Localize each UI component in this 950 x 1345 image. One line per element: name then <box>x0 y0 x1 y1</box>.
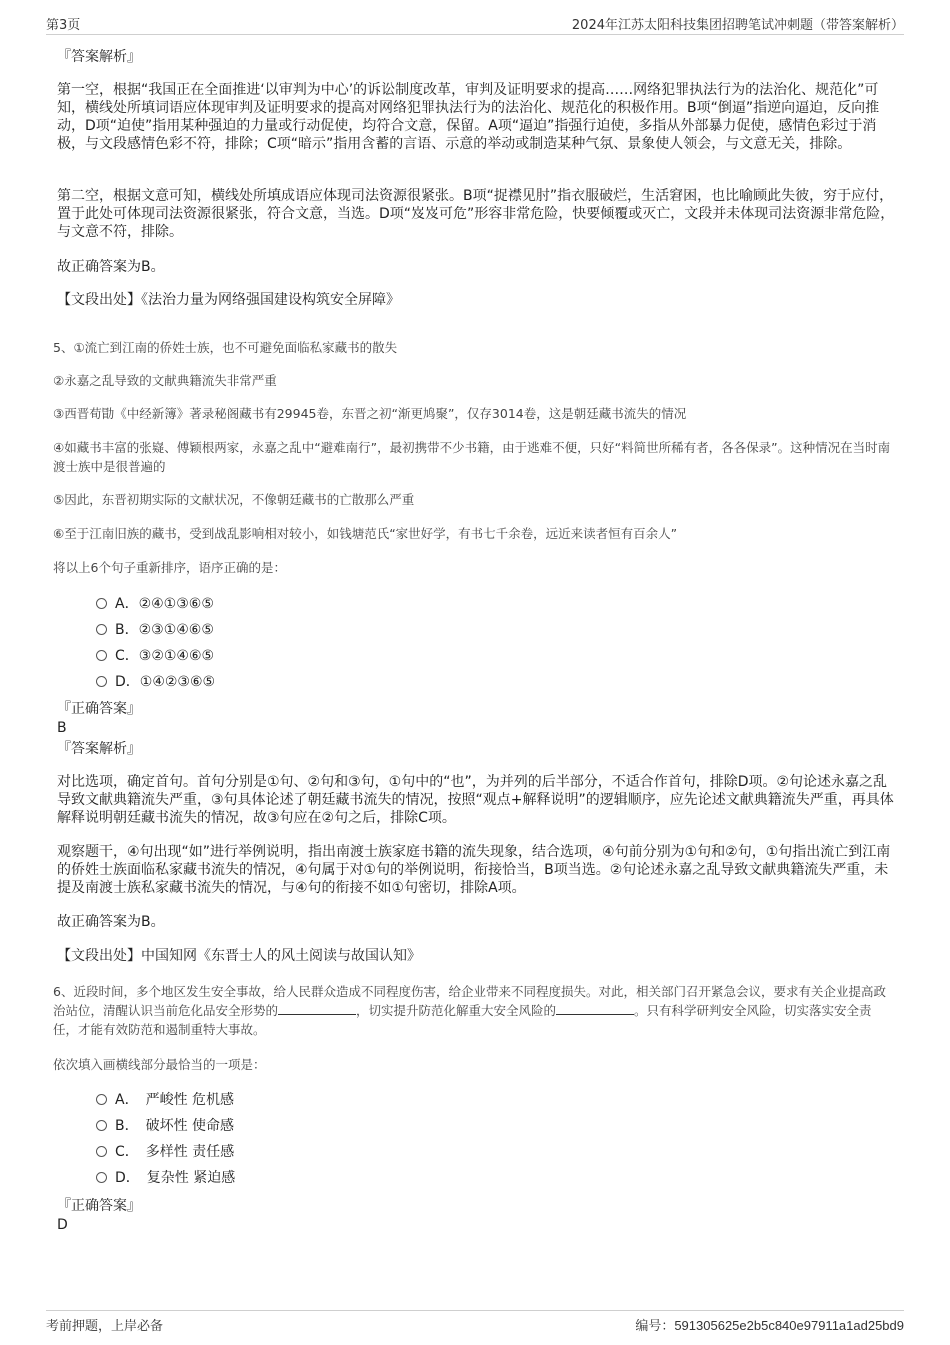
radio-icon[interactable] <box>96 676 107 687</box>
q5-sentence-5: ⑤因此，东晋初期实际的文献状况，不像朝廷藏书的亡散那么严重 <box>53 492 415 507</box>
q5-sentence-2: ②永嘉之乱导致的文献典籍流失非常严重 <box>53 373 277 388</box>
q5-correct-label: 『正确答案』 <box>57 701 141 717</box>
q6-prompt: 依次填入画横线部分最恰当的一项是： <box>53 1057 266 1072</box>
q5-answer-line: 故正确答案为B。 <box>57 914 165 930</box>
radio-icon[interactable] <box>96 1120 107 1131</box>
q6-option-c[interactable]: C． 多样性 责任感 <box>96 1142 234 1162</box>
radio-icon[interactable] <box>96 650 107 661</box>
radio-icon[interactable] <box>96 1146 107 1157</box>
q6-stem: 6、近段时间，多个地区发生安全事故，给人民群众造成不同程度伤害，给企业带来不同程度损失。对此，相关部门召开紧急会议，要求有关企业提高政治站位，清醒认识当前危化品安全形势的 ，切实提升防范化解重大安全风险的 。只有科学研判安全风险，切实落实安全责任，才能有效防范和遏制重特大事故。 <box>53 984 886 1037</box>
q6-correct-label: 『正确答案』 <box>57 1198 141 1214</box>
q4-analysis-p2: 第二空，根据文意可知，横线处所填成语应体现司法资源很紧张。B项“捉襟见肘”指衣服破烂，生活窘困，也比喻顾此失彼，穷于应付，置于此处可体现司法资源很紧张，符合文意，当选。D项“岌岌可危”形容非常危险，快要倾覆或灭亡，文段并未体现司法资源非常危险，与文意不符，排除。 <box>57 188 895 240</box>
page-footer <box>46 1310 904 1337</box>
page-number: 第3页 <box>46 18 81 33</box>
document-title: 2024年江苏太阳科技集团招聘笔试冲刺题（带答案解析） <box>571 18 904 33</box>
footer-slogan: 考前押题，上岸必备 <box>46 1319 164 1334</box>
q5-option-c[interactable]: C．③②①④⑥⑤ <box>96 646 214 666</box>
page-header <box>46 14 904 35</box>
q4-analysis-p1: 第一空，根据“我国正在全面推进‘以审判为中心’的诉讼制度改革，审判及证明要求的提高……网络犯罪执法行为的法治化、规范化”可知，横线处所填词语应体现审判及证明要求的提高对网络犯罪执法行为的法治化、规范化的积极作用。B项“倒逼”指逆向逼迫，反向推动，D项“迫使”指用某种强迫的力量或行动促使，均符合文意，保留。A项“逼迫”指强行迫使，多指从外部暴力促使，感情色彩过于消极，与文段感情色彩不符，排除；C项“暗示”指用含蓄的言语、示意的举动或制造某种气氛、景象使人领会，与文意无关，排除。 <box>57 82 880 152</box>
q6-option-a[interactable]: A． 严峻性 危机感 <box>96 1090 234 1110</box>
q5-sentence-4: ④如藏书丰富的张嶷、傅颖根两家，永嘉之乱中“避难南行”，最初携带不少书籍，由于逃难不便，只好“料简世所稀有者，各各保录”。这种情况在当时南渡士族中是很普遍的 <box>53 440 891 474</box>
q5-option-b[interactable]: B．②③①④⑥⑤ <box>96 620 214 640</box>
radio-icon[interactable] <box>96 624 107 635</box>
q5-sentence-1: 5、①流亡到江南的侨姓士族，也不可避免面临私家藏书的散失 <box>53 340 398 355</box>
q4-analysis-label: 『答案解析』 <box>57 49 141 65</box>
radio-icon[interactable] <box>96 598 107 609</box>
q5-source: 【文段出处】中国知网《东晋士人的风土阅读与故国认知》 <box>57 948 421 964</box>
q6-option-d[interactable]: D． 复杂性 紧迫感 <box>96 1168 235 1188</box>
q5-sentence-3: ③西晋荀勖《中经新簿》著录秘阁藏书有29945卷，东晋之初“渐更鸠聚”，仅存3014卷，这是朝廷藏书流失的情况 <box>53 406 687 421</box>
q4-answer-line: 故正确答案为B。 <box>57 259 165 275</box>
q5-prompt: 将以上6个句子重新排序，语序正确的是： <box>53 560 286 575</box>
q5-sentence-6: ⑥至于江南旧族的藏书，受到战乱影响相对较小，如钱塘范氏“家世好学，有书七千余卷，远近来读者恒有百余人” <box>53 526 678 541</box>
radio-icon[interactable] <box>96 1094 107 1105</box>
blank-1 <box>278 1002 356 1015</box>
q5-analysis-p1: 对比选项，确定首句。首句分别是①句、②句和③句，①句中的“也”，为并列的后半部分，不适合作首句，排除D项。②句论述永嘉之乱导致文献典籍流失严重，③句具体论述了朝廷藏书流失的情况，按照“观点+解释说明”的逻辑顺序，应先论述文献典籍流失严重，再具体解释说明朝廷藏书流失的情况，故③句应在②句之后，排除C项。 <box>57 774 894 826</box>
q6-correct-answer: D <box>57 1217 68 1233</box>
q5-option-d[interactable]: D．①④②③⑥⑤ <box>96 672 215 692</box>
blank-2 <box>556 1002 634 1015</box>
q5-analysis-p2: 观察题干，④句出现“如”进行举例说明，指出南渡士族家庭书籍的流失现象，结合选项，④句前分别为①句和②句，①句指出流亡到江南的侨姓士族面临私家藏书流失的情况，④句属于对①句的举例说明，衔接恰当，B项当选。②句论述永嘉之乱导致文献典籍流失严重，未提及南渡士族私家藏书流失的情况，与④句的衔接不如①句密切，排除A项。 <box>57 844 891 896</box>
radio-icon[interactable] <box>96 1172 107 1183</box>
q5-option-a[interactable]: A．②④①③⑥⑤ <box>96 594 214 614</box>
q4-source: 【文段出处】《法治力量为网络强国建设构筑安全屏障》 <box>57 292 400 308</box>
document-id: 编号：591305625e2b5c840e97911a1ad25bd9 <box>635 1318 904 1333</box>
q5-analysis-label: 『答案解析』 <box>57 741 141 757</box>
q6-option-b[interactable]: B． 破坏性 使命感 <box>96 1116 234 1136</box>
q5-correct-answer: B <box>57 720 67 736</box>
